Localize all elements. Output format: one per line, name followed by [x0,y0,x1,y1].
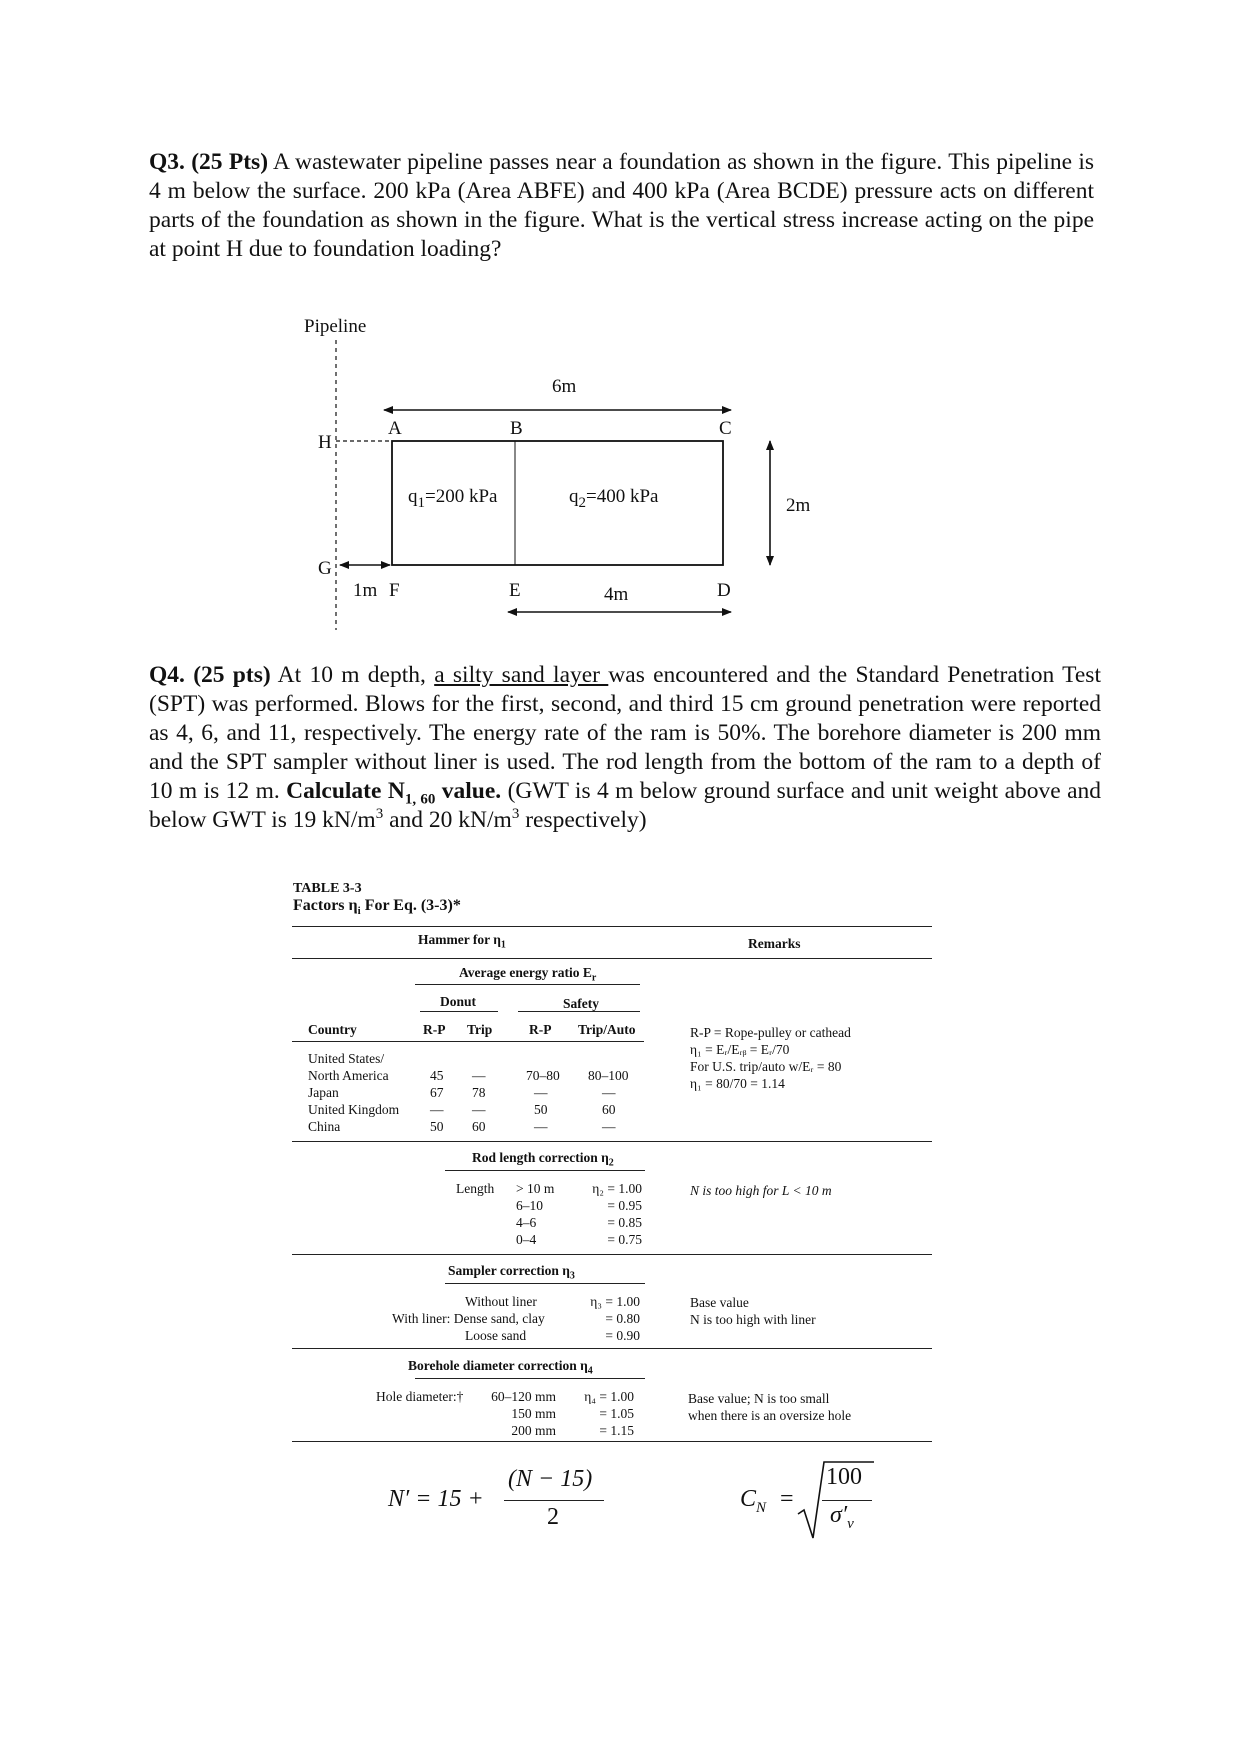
borehole-header: Borehole diameter correction $\eta_4$ [408,1358,593,1377]
question-3 [149,148,1094,264]
col-donut-trip: Trip [467,1022,493,1037]
point-a: A [388,418,402,439]
safety-header: Safety [563,996,599,1011]
col-country: Country [308,1022,357,1037]
n-prime-denominator: 2 [547,1504,559,1530]
point-e: E [509,580,521,601]
cn-denominator: $\sigma'_v$ [830,1502,854,1532]
table-row: Japan 67 78 — — [308,1085,616,1100]
rod-header: Rod length correction $\eta_2$ [472,1150,614,1169]
avg-energy-header: Average energy ratio $E_r$ [459,965,597,984]
question-4: Q4. (25 pts) At 10 m depth, a silty sand layer was encountered and the Standard Penetration Test (SPT) was performed. Blows for the first, second, and third 15 cm ground penetration were reported as 4, 6, and 11, respectively. The energy rate of the ram is 50%. The borehore diameter is 200 mm and the SPT sampler without liner is used. The rod length from the bottom of the ram to a depth of 10 m is 12 m. Calculate $N_{1, 60}$ value. (GWT is 4 m below ground surface and unit weight above and below GWT is 19 $kN/m^3$ and 20 $kN/m^3$ respectively) [149,662,1102,833]
col-donut-rp: R-P [423,1022,446,1037]
table-number: TABLE 3-3 [293,881,362,896]
point-d: D [717,580,731,601]
dim-1m-label: 1m [353,580,378,601]
table-row: North America 45 — 70–80 80–100 [308,1068,629,1083]
remarks-energy: R-P = Rope-pulley or cathead η₁ = Eᵣ/Eᵣᵦ = Eᵣ/70 For U.S. trip/auto w/Eᵣ = 80 η₁ = 80/70 = 1.14 [690,1025,851,1091]
col-safety-trip: Trip/Auto [578,1022,636,1037]
table-row: United Kingdom — — 50 60 [308,1102,616,1117]
rod-length-label: Length [456,1181,495,1196]
sampler-header: Sampler correction $\eta_3$ [448,1263,575,1282]
sampler-remarks: Base value N is too high with liner [690,1295,816,1327]
point-h: H [318,432,332,453]
table-row: China 50 60 — — [308,1119,616,1134]
cn-numerator: 100 [826,1464,862,1490]
table-title: Factors $\eta_i$ For Eq. (3-3)* [293,897,461,918]
dim-6m-label: 6m [552,376,577,397]
rod-ranges: > 10 m 6–10 4–6 0–4 [516,1181,555,1247]
donut-header: Donut [440,994,477,1009]
point-b: B [510,418,523,439]
cn-equals: = [780,1486,794,1512]
table-row: United States/ [308,1051,385,1066]
hole-remarks: Base value; N is too small when there is an oversize hole [688,1391,852,1423]
dim-2m-label: 2m [786,495,811,516]
pipeline-label: Pipeline [304,316,367,337]
col-safety-rp: R-P [529,1022,552,1037]
hole-values: η₄ = 1.00 = 1.05 = 1.15 [584,1389,634,1438]
point-f: F [389,580,400,601]
hole-label: Hole diameter:† [376,1389,464,1404]
sampler-labels: Without liner With liner: Dense sand, clay Loose sand [392,1294,545,1343]
q2-label: $q_2=400$ kPa [569,486,659,511]
q4-label: Q4. (25 pts) [149,662,271,688]
q3-label: Q3. (25 Pts) [149,149,269,175]
hammer-header: Hammer for $\eta_1$ [418,932,506,951]
q3-text: A wastewater pipeline passes near a foundation as shown in the figure. This pipeline is 4 m below the surface. 200 kPa (Area ABFE) and 400 kPa (Area BCDE) pressure acts on different parts of the foundation as shown in the figure. What is the vertical stress increase acting on the pipe at point H due to foundation loading? [149,149,1094,262]
rod-values: η₂ = 1.00 = 0.95 = 0.85 = 0.75 [592,1181,642,1247]
rod-remark: N is too high for L < 10 m [690,1183,832,1198]
point-g: G [318,558,332,579]
n-prime-lhs: N′ = 15 + [388,1486,484,1512]
q4-task: Calculate $N_{1, 60}$ value. [286,778,502,808]
cn-lhs: $C_N$ [740,1486,767,1516]
n-prime-numerator: (N − 15) [508,1466,593,1492]
q1-label: $q_1=200$ kPa [408,486,498,511]
point-c: C [719,418,732,439]
hole-ranges: 60–120 mm 150 mm 200 mm [491,1389,556,1438]
dim-4m-label: 4m [604,584,629,605]
remarks-header: Remarks [748,936,801,951]
q4-underlined: a silty sand layer [434,662,609,688]
sampler-values: η₃ = 1.00 = 0.80 = 0.90 [590,1294,640,1343]
